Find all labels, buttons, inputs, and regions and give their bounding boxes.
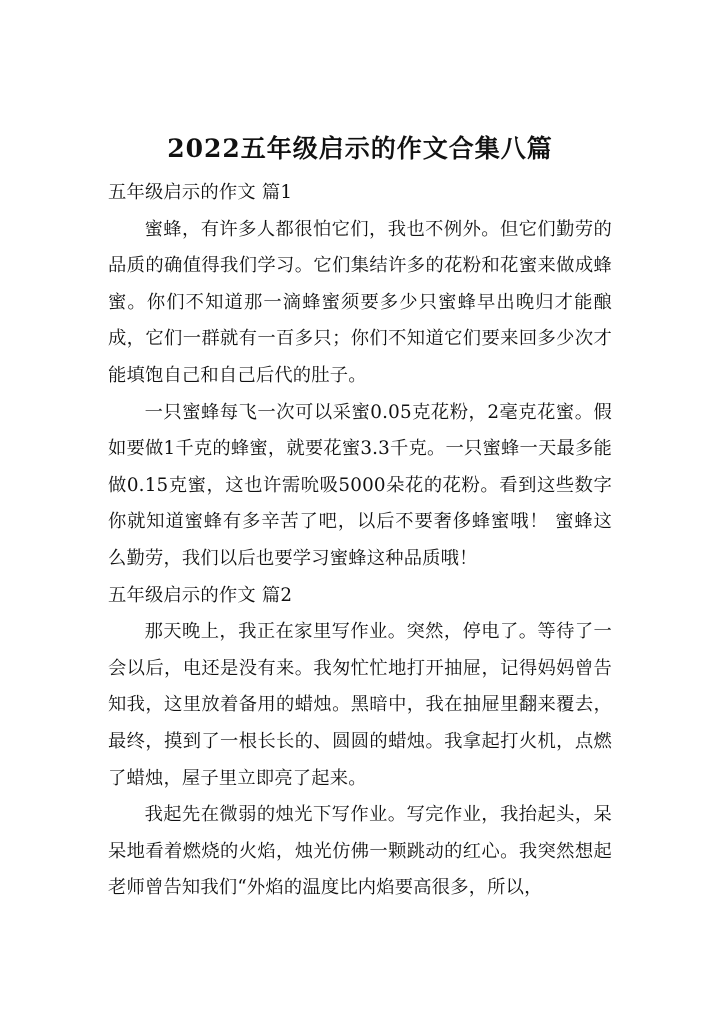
paragraph: 我起先在微弱的烛光下写作业。写完作业，我抬起头，呆呆地看着燃烧的火焰，烛光仿佛一颗跳动的红心。我突然想起老师曾告知我们“外焰的温度比内焰要高很多，所以， [108,804,612,899]
section-heading: 五年级启示的作文 篇1 [108,182,293,203]
paragraph: 那天晚上，我正在家里写作业。突然，停电了。等待了一会以后，电还是没有来。我匆忙忙地打开抽屉，记得妈妈曾告知我，这里放着备用的蜡烛。黑暗中，我在抽屉里翻来覆去，最终，摸到了一根长长的、圆圆的蜡烛。我拿起打火机，点燃了蜡烛，屋子里立即亮了起来。 [108,621,612,789]
document-body [108,175,612,907]
paragraph: 一只蜜蜂每飞一次可以采蜜0.05克花粉，2毫克花蜜。假如要做1千克的蜂蜜，就要花蜜3.3千克。一只蜜蜂一天最多能做0.15克蜜，这也许需吮吸5000朵花的花粉。看到这些数字你就知道蜜蜂有多辛苦了吧，以后不要奢侈蜂蜜哦！ 蜜蜂这么勤劳，我们以后也要学习蜜蜂这种品质哦！ [108,401,612,569]
document-title: 2022五年级启示的作文合集八篇 [167,133,553,163]
section-heading: 五年级启示的作文 篇2 [108,584,293,606]
paragraph: 蜜蜂，有许多人都很怕它们，我也不例外。但它们勤劳的品质的确值得我们学习。它们集结许多的花粉和花蜜来做成蜂蜜。你们不知道那一滴蜂蜜须要多少只蜜蜂早出晚归才能酿成，它们一群就有一百多只；你们不知道它们要来回多少次才能填饱自己和自己后代的肚子。 [108,218,612,386]
